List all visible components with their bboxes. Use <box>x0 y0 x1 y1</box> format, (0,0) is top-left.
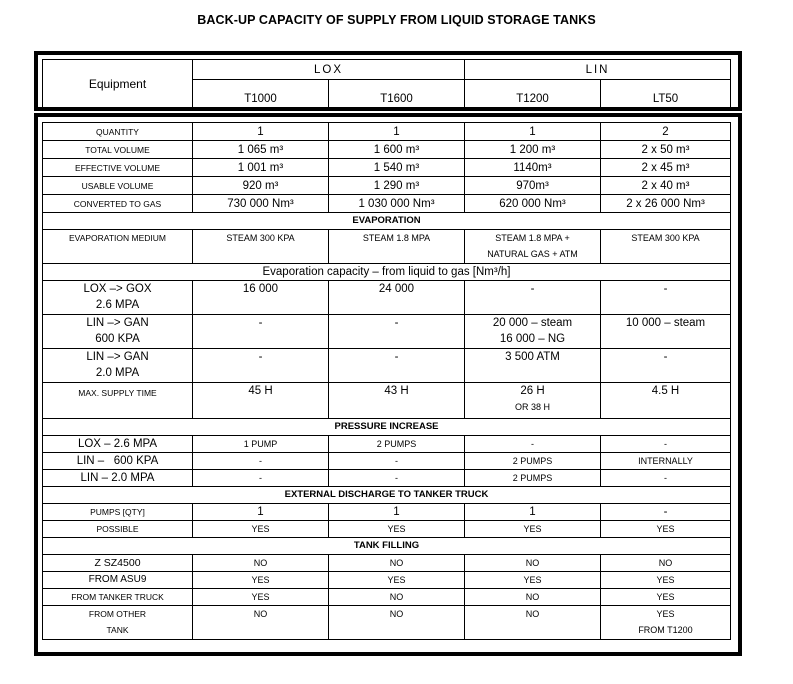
cell: YES <box>601 589 731 606</box>
cell: STEAM 300 KPA <box>601 230 731 264</box>
cell: YES <box>465 572 601 589</box>
section-pressure: PRESSURE INCREASE <box>43 419 731 436</box>
cell: - <box>329 453 465 470</box>
row-label: POSSIBLE <box>43 521 193 538</box>
cell: YES <box>329 521 465 538</box>
row-label: TOTAL VOLUME <box>43 141 193 159</box>
cell: NO <box>193 555 329 572</box>
cell: YES <box>601 572 731 589</box>
cell: - <box>465 436 601 453</box>
tank-header-lt50: LT50 <box>601 80 731 108</box>
cell: NO <box>329 606 465 640</box>
table-row <box>43 572 731 589</box>
tank-header-t1200: T1200 <box>465 80 601 108</box>
cell-line: NATURAL GAS + ATM <box>487 249 578 259</box>
tank-header-t1000: T1000 <box>193 80 329 108</box>
cell: - <box>601 281 731 315</box>
row-label: PUMPS [QTY] <box>43 504 193 521</box>
cell: - <box>329 315 465 349</box>
lox-group-header: LOX <box>193 60 465 80</box>
cell: NO <box>465 589 601 606</box>
cell: YES <box>329 572 465 589</box>
cell: 3 500 ATM <box>465 349 601 383</box>
table-row <box>43 589 731 606</box>
cell: 1 030 000 Nm³ <box>329 195 465 213</box>
cell: 1 200 m³ <box>465 141 601 159</box>
cell: - <box>193 315 329 349</box>
cell: NO <box>329 555 465 572</box>
cell: 620 000 Nm³ <box>465 195 601 213</box>
cell <box>465 230 601 264</box>
cell: STEAM 300 KPA <box>193 230 329 264</box>
table-row <box>43 470 731 487</box>
table-row <box>43 555 731 572</box>
cell: 45 H <box>193 383 329 419</box>
cell: 730 000 Nm³ <box>193 195 329 213</box>
page-title: BACK-UP CAPACITY OF SUPPLY FROM LIQUID STORAGE TANKS <box>197 13 596 27</box>
cell: YES <box>193 572 329 589</box>
cell-line: FROM T1200 <box>638 625 693 635</box>
row-label: CONVERTED TO GAS <box>43 195 193 213</box>
cell: - <box>601 436 731 453</box>
cell: 1 <box>193 123 329 141</box>
section-filling: TANK FILLING <box>43 538 731 555</box>
label-line: LIN –> GAN <box>86 351 149 363</box>
cell: 2 <box>601 123 731 141</box>
cell: STEAM 1.8 MPA <box>329 230 465 264</box>
cell: - <box>465 281 601 315</box>
tank-header-t1600: T1600 <box>329 80 465 108</box>
cell: 1 <box>329 504 465 521</box>
cell: 1 <box>329 123 465 141</box>
cell: 970m³ <box>465 177 601 195</box>
table-row <box>43 159 731 177</box>
label-line: 2.0 MPA <box>95 367 140 379</box>
label-line: 2.6 MPA <box>95 299 140 311</box>
table-row <box>43 349 731 383</box>
row-label <box>43 315 193 349</box>
cell: YES <box>193 589 329 606</box>
table-row <box>43 123 731 141</box>
section-row <box>43 213 731 230</box>
row-label: FROM TANKER TRUCK <box>43 589 193 606</box>
cell: 2 x 50 m³ <box>601 141 731 159</box>
table-row <box>43 195 731 213</box>
cell: 1 290 m³ <box>329 177 465 195</box>
lin-group-header: LIN <box>465 60 731 80</box>
cell: 1 001 m³ <box>193 159 329 177</box>
row-label: LOX – 2.6 MPA <box>43 436 193 453</box>
equipment-header: Equipment <box>43 60 193 108</box>
cell: - <box>601 349 731 383</box>
label-line: LOX –> GOX <box>83 283 152 295</box>
cell: NO <box>329 589 465 606</box>
label-line: LIN –> GAN <box>86 317 149 329</box>
row-label <box>43 281 193 315</box>
cell-line: YES <box>656 609 675 619</box>
table-row <box>43 504 731 521</box>
label-line: 600 KPA <box>95 333 140 345</box>
section-row <box>43 419 731 436</box>
table-row <box>43 606 731 640</box>
cell: 1 PUMP <box>193 436 329 453</box>
row-label: EVAPORATION MEDIUM <box>43 230 193 264</box>
table-row <box>43 230 731 264</box>
cell: 1140m³ <box>465 159 601 177</box>
cell: 43 H <box>329 383 465 419</box>
cell: 10 000 – steam <box>601 315 731 349</box>
row-label <box>43 606 193 640</box>
row-label: QUANTITY <box>43 123 193 141</box>
row-label: Z SZ4500 <box>43 555 193 572</box>
cell: 2 PUMPS <box>329 436 465 453</box>
cell: 1 <box>465 123 601 141</box>
cell: NO <box>465 555 601 572</box>
cell: NO <box>601 555 731 572</box>
cell-line: OR 38 H <box>514 402 550 412</box>
cell: NO <box>465 606 601 640</box>
row-label: LIN – 600 KPA <box>43 453 193 470</box>
cell: - <box>601 470 731 487</box>
row-label: MAX. SUPPLY TIME <box>43 383 193 419</box>
table-row <box>43 141 731 159</box>
table-row <box>43 177 731 195</box>
cell <box>465 315 601 349</box>
cell <box>465 383 601 419</box>
label-line: TANK <box>106 625 129 635</box>
cell: 1 600 m³ <box>329 141 465 159</box>
data-table <box>42 122 731 640</box>
cell: 24 000 <box>329 281 465 315</box>
cell-line: 26 H <box>520 385 545 397</box>
cell-line: STEAM 1.8 MPA + <box>495 233 570 243</box>
section-row <box>43 264 731 281</box>
cell: 2 x 26 000 Nm³ <box>601 195 731 213</box>
table-row <box>43 436 731 453</box>
section-row <box>43 538 731 555</box>
cell: - <box>329 349 465 383</box>
cell: - <box>193 349 329 383</box>
cell: YES <box>193 521 329 538</box>
cell: 16 000 <box>193 281 329 315</box>
cell: NO <box>193 606 329 640</box>
cell: 2 x 45 m³ <box>601 159 731 177</box>
cell: INTERNALLY <box>601 453 731 470</box>
cell: YES <box>465 521 601 538</box>
header-table <box>42 59 731 108</box>
evaporation-capacity-header: Evaporation capacity – from liquid to gas [Nm³/h] <box>43 264 731 281</box>
cell: - <box>193 453 329 470</box>
table-row <box>43 453 731 470</box>
table-row <box>43 281 731 315</box>
cell: 2 PUMPS <box>465 470 601 487</box>
cell: 1 540 m³ <box>329 159 465 177</box>
cell: 920 m³ <box>193 177 329 195</box>
cell: - <box>329 470 465 487</box>
row-label: LIN – 2.0 MPA <box>43 470 193 487</box>
table-row <box>43 315 731 349</box>
cell: 2 x 40 m³ <box>601 177 731 195</box>
table-row <box>43 383 731 419</box>
table-row <box>43 521 731 538</box>
label-line: FROM OTHER <box>88 609 147 619</box>
cell: 2 PUMPS <box>465 453 601 470</box>
cell: YES <box>601 521 731 538</box>
row-label: EFFECTIVE VOLUME <box>43 159 193 177</box>
cell: 1 <box>465 504 601 521</box>
row-label: FROM ASU9 <box>43 572 193 589</box>
section-row <box>43 487 731 504</box>
cell: - <box>193 470 329 487</box>
cell: 4.5 H <box>601 383 731 419</box>
section-discharge: EXTERNAL DISCHARGE TO TANKER TRUCK <box>43 487 731 504</box>
cell: - <box>601 504 731 521</box>
row-label: USABLE VOLUME <box>43 177 193 195</box>
cell <box>601 606 731 640</box>
cell: 1 <box>193 504 329 521</box>
cell-line: 20 000 – steam <box>492 317 573 329</box>
section-evaporation: EVAPORATION <box>43 213 731 230</box>
cell: 1 065 m³ <box>193 141 329 159</box>
cell-line: 16 000 – NG <box>499 333 566 345</box>
row-label <box>43 349 193 383</box>
